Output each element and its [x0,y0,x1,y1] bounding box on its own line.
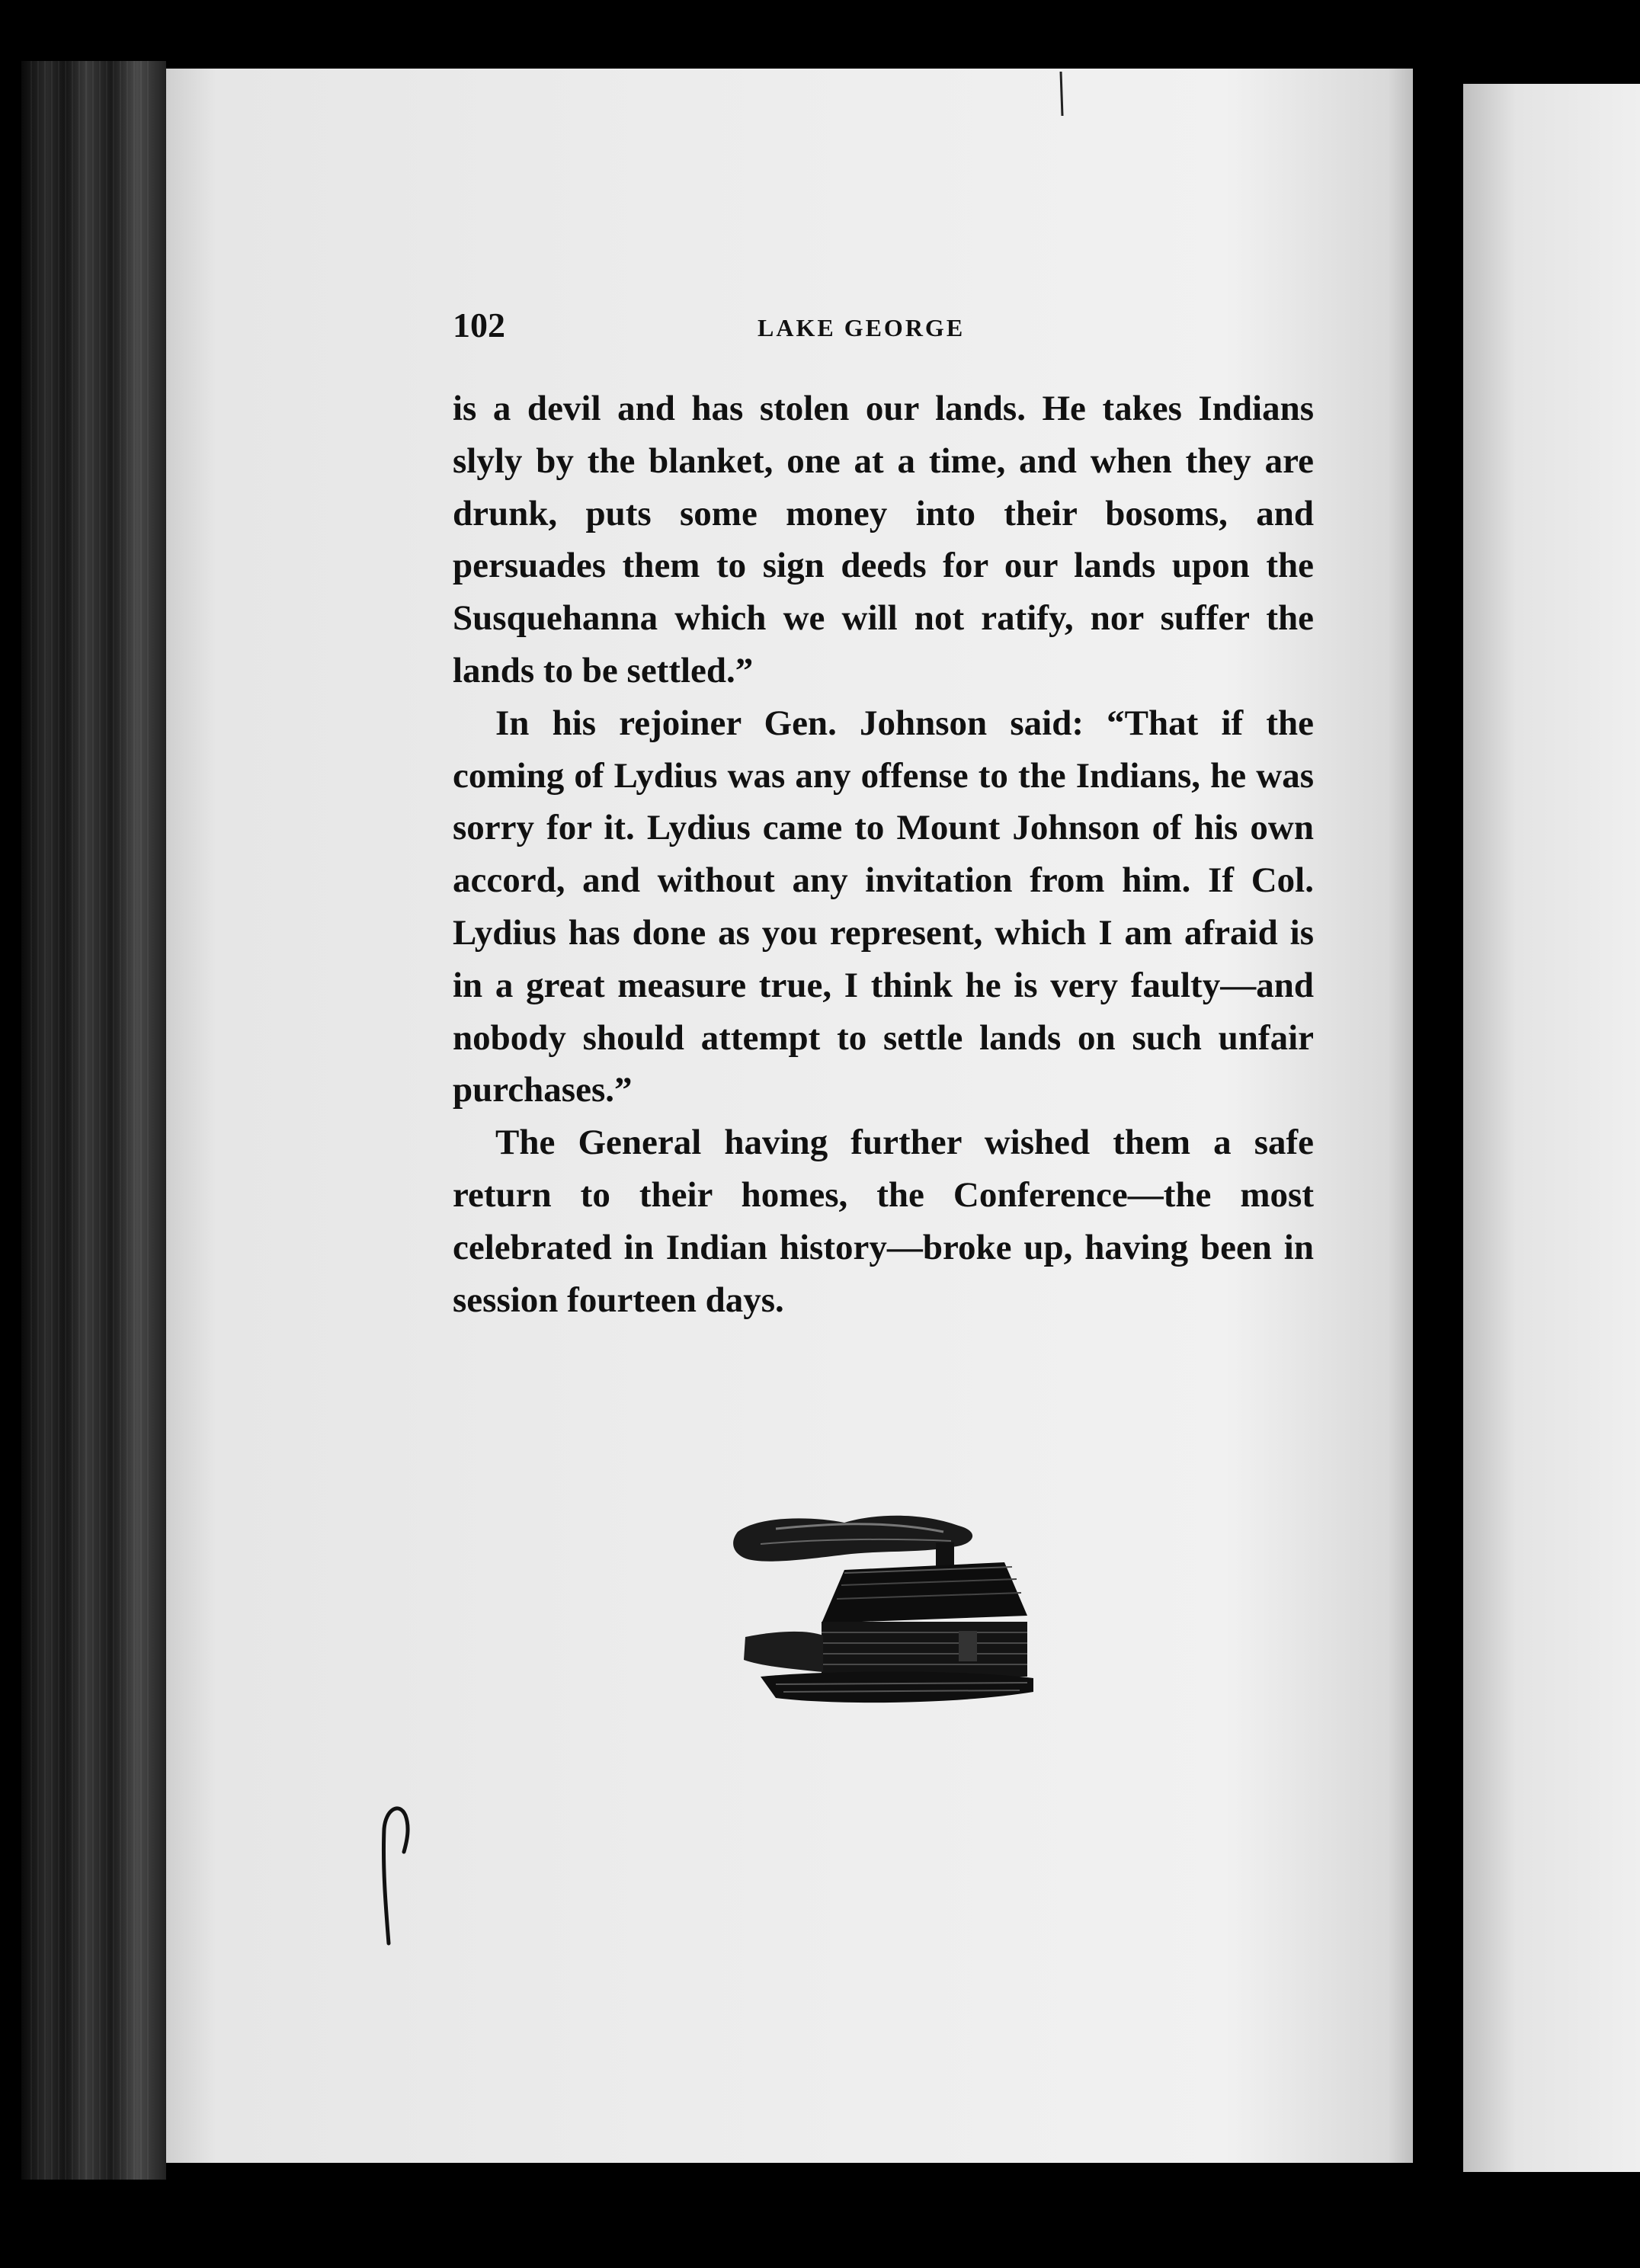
pencil-tick-mark [1055,70,1070,123]
page-header [453,305,1314,358]
log-cabin-icon [730,1509,1035,1715]
pencil-annotation [366,1799,419,1951]
body-text [453,383,1314,1326]
page-number: 102 [453,306,505,344]
paragraph-2: In his rejoiner Gen. Johnson said: “That if the coming of Lydius was any offense to the Indians, he was sorry for it. Lydius came to Mount Johnson of his own accord, and without any invitation from him. If Col. Lydius has done as you represent, which I am afraid is in a great measure true, I think he is very faulty—and nobody should attempt to settle lands on such unfair purchases.” [453,703,1314,1110]
paragraph-3: The General having further wished them a safe return to their homes, the Conference—the most celebrated in Indian history—broke up, having been in session fourteen days. [453,1123,1314,1320]
spine-texture [30,61,152,2180]
page-gutter [1413,61,1463,2180]
right-page-edge [1463,84,1640,2172]
paragraph-1: is a devil and has stolen our lands. He takes Indians slyly by the blanket, one at a time, and when they are drunk, puts some money into their bosoms, and persuades them to sign deeds for our lands upon the Susquehanna which we will not ratify, nor suffer the lands to be settled.” [453,389,1314,690]
running-head: LAKE GEORGE [758,314,966,341]
